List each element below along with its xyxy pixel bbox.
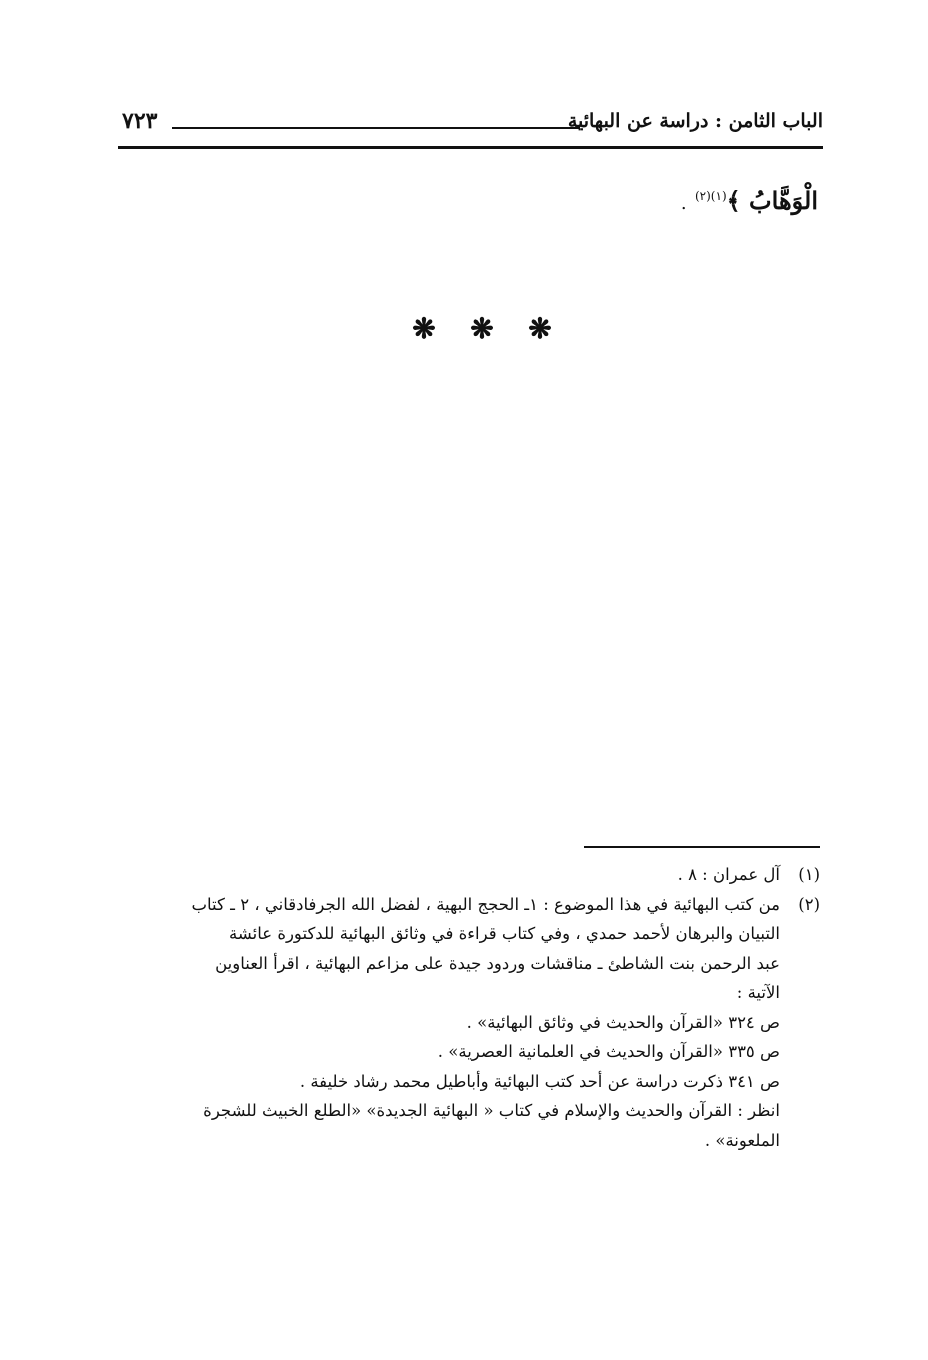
verse-tail: . (680, 193, 687, 214)
star-icon: ❋ (528, 312, 552, 345)
footnote-line: ص ٣٤١ ذكرت دراسة عن أحد كتب البهائية وأباطيل محمد رشاد خليفة . (299, 1071, 780, 1091)
footnote-refs: (١)(٢) (694, 189, 727, 203)
footnote-rule (584, 846, 820, 848)
verse-word: الْوَهَّابُ ﴾ (726, 186, 818, 215)
footnote-2 (122, 890, 820, 1156)
page-number: ٧٢٣ (122, 108, 158, 134)
verse-fragment (681, 186, 818, 215)
footnote-number: (١) (798, 865, 820, 884)
star-icon: ❋ (412, 312, 436, 345)
footnote-number: (٢) (798, 894, 820, 914)
section-separator (395, 312, 555, 345)
footnote-line: التبيان والبرهان لأحمد حمدي ، وفي كتاب قراءة في وثائق البهائية للدكتورة عائشة (229, 924, 780, 943)
footnote-line: آل عمران : ٨ . (677, 865, 780, 884)
page-header (118, 110, 823, 144)
header-rule (118, 146, 823, 149)
footnote-line: من كتب البهائية في هذا الموضوع : ١ـ الحجج البهية ، لفضل الله الجرفادقاني ، ٢ ـ كتاب (191, 894, 780, 914)
footnote-line: انظر : القرآن والحديث والإسلام في كتاب « البهائية الجديدة» «الطلع الخبيث للشجرة (203, 1101, 780, 1120)
footnotes (122, 860, 820, 1155)
header-leader-line (172, 127, 580, 129)
star-icon: ❋ (470, 312, 494, 345)
footnote-line: الملعونة» . (704, 1130, 780, 1150)
footnote-1 (122, 860, 820, 890)
footnote-line: ص ٣٣٥ «القرآن والحديث في العلمانية العصرية» . (437, 1042, 780, 1061)
footnote-line: عبد الرحمن بنت الشاطئ ـ مناقشات وردود جيدة على مزاعم البهائية ، اقرأ العناوين (215, 953, 780, 973)
footnote-line: الآتية : (736, 983, 780, 1002)
footnote-line: ص ٣٢٤ «القرآن والحديث في وثائق البهائية» . (466, 1012, 780, 1032)
running-head: الباب الثامن : دراسة عن البهائية (567, 110, 823, 132)
